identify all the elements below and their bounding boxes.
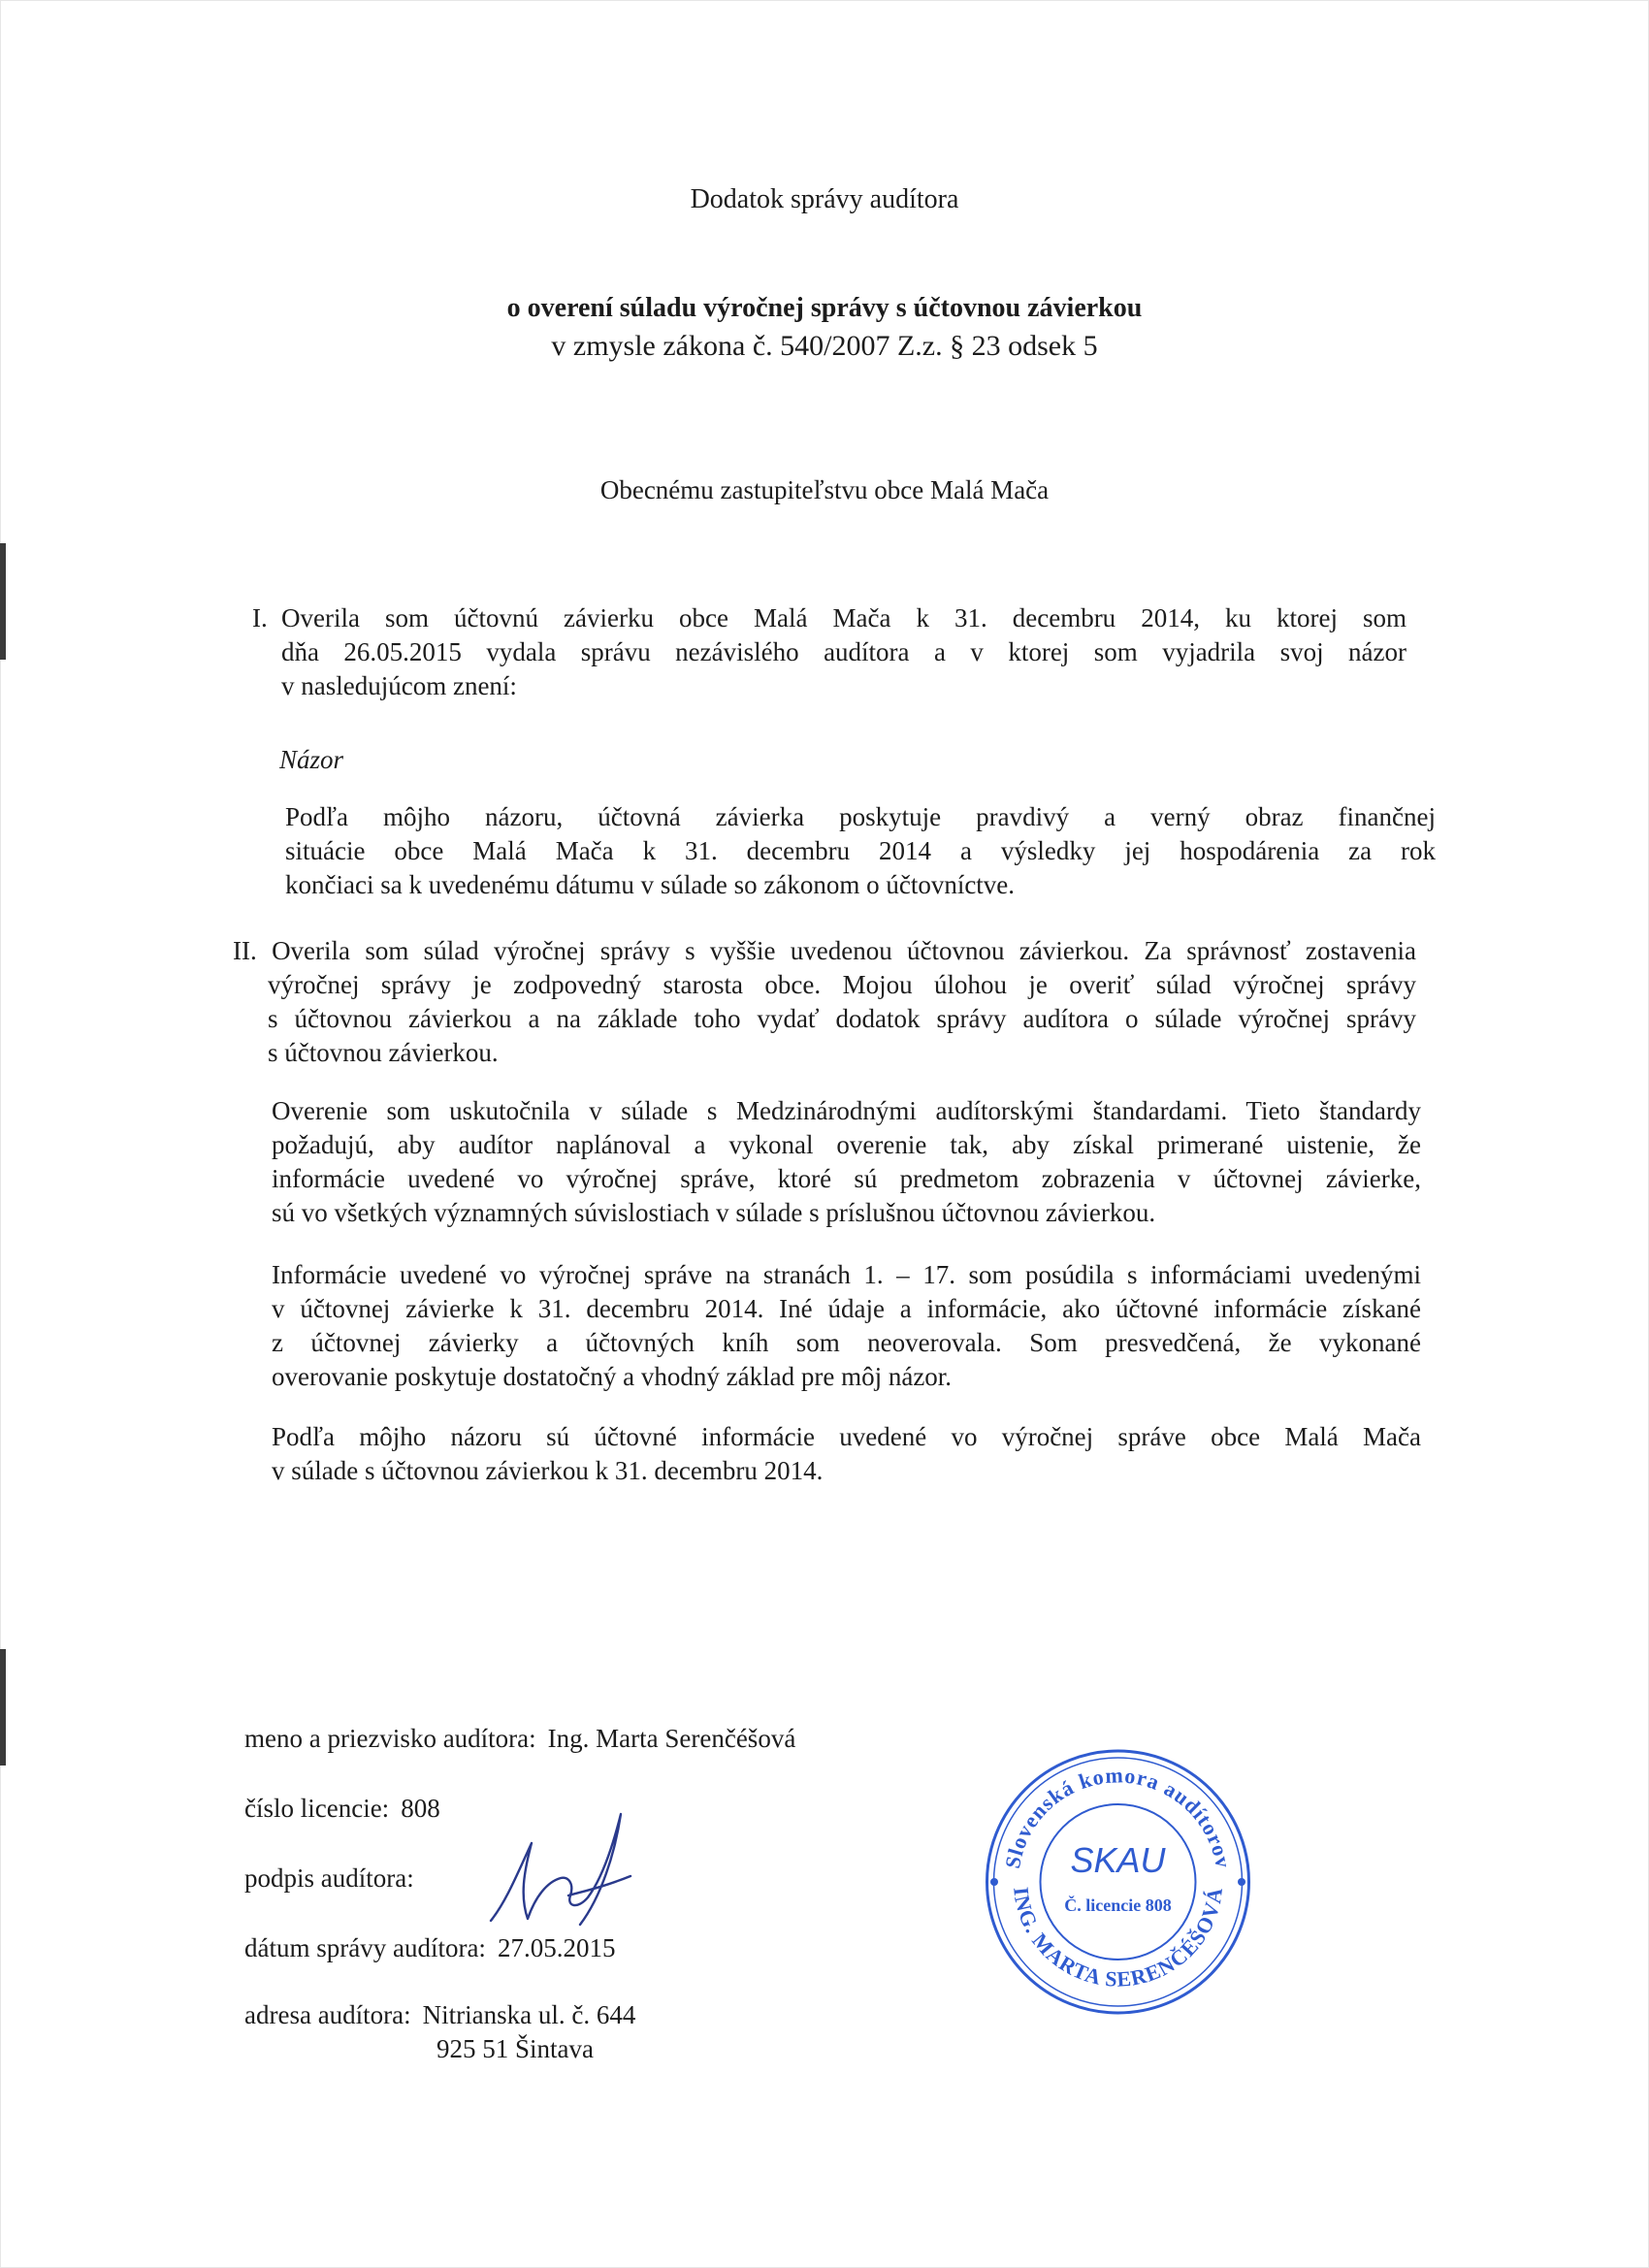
address-line-1: Nitrianska ul. č. 644	[422, 2000, 636, 2029]
stamp-bottom-text: ING. MARTA SERENČÉŠOVÁ	[1009, 1885, 1228, 1992]
signature-row	[244, 1863, 414, 1894]
paragraph-line: Overenie som uskutočnila v súlade s Medzinárodnými audítorskými štandardami. Tieto štandardy	[272, 1096, 1421, 1125]
stamp-license: Č. licencie 808	[1064, 1895, 1172, 1915]
license-label: číslo licencie:	[244, 1794, 390, 1823]
opinion-paragraph	[285, 800, 1436, 902]
paragraph-line: v účtovnej závierke k 31. decembru 2014. Iné údaje a informácie, ako účtovné informácie získané	[272, 1294, 1421, 1323]
section-2-line-text: Overila som súlad výročnej správy s vyššie uvedenou účtovnou závierkou. Za správnosť zostavenia	[272, 936, 1416, 965]
paragraph-line: v súlade s účtovnou závierkou k 31. decembru 2014.	[272, 1456, 824, 1485]
address-row	[244, 2000, 635, 2030]
auditor-name-row	[244, 1724, 795, 1754]
stamp-center-ring	[1041, 1804, 1196, 1960]
opinion-heading: Názor	[279, 745, 344, 774]
section-2-line: s účtovnou závierkou a na základe toho vydať dodatok správy audítora o súlade výročnej správy	[268, 1004, 1416, 1033]
paragraph-line: Informácie uvedené vo výročnej správe na stranách 1. – 17. som posúdila s informáciami uvedenými	[272, 1260, 1421, 1289]
opinion-line: situácie obce Malá Mača k 31. decembru 2014 a výsledky jej hospodárenia za rok	[285, 836, 1436, 865]
auditor-name-label: meno a priezvisko audítora:	[244, 1724, 536, 1753]
paragraph-line: požadujú, aby audítor naplánoval a vykonal overenie tak, aby získal primerané uistenie, že	[272, 1130, 1421, 1159]
license-row	[244, 1794, 440, 1824]
paragraph-standards	[272, 1094, 1421, 1230]
stamp-dot	[1238, 1878, 1245, 1886]
signature-label: podpis audítora:	[244, 1863, 414, 1893]
address-label: adresa audítora:	[244, 2000, 411, 2029]
paragraph-line: sú vo všetkých významných súvislostiach v súlade s príslušnou účtovnou závierkou.	[272, 1198, 1156, 1227]
law-reference: v zmysle zákona č. 540/2007 Z.z. § 23 odsek 5	[551, 330, 1098, 362]
document-title: Dodatok správy audítora	[690, 184, 959, 214]
section-1-number: I.	[252, 603, 268, 632]
section-1-line: v nasledujúcom znení:	[281, 671, 517, 700]
paragraph-conclusion	[272, 1420, 1421, 1488]
paragraph-line: overovanie poskytuje dostatočný a vhodný základ pre môj názor.	[272, 1362, 953, 1391]
stamp-top-text: Slovenská komora audítorov	[999, 1763, 1237, 1871]
opinion-line: Podľa môjho názoru, účtovná závierka poskytuje pravdivý a verný obraz finančnej	[285, 802, 1436, 831]
section-1-line: Overila som účtovnú závierku obce Malá Mača k 31. decembru 2014, ku ktorej som	[281, 603, 1406, 632]
auditor-name-value: Ing. Marta Serenčéšová	[547, 1724, 796, 1753]
section-2-line: výročnej správy je zodpovedný starosta obce. Mojou úlohou je overiť súlad výročnej správy	[268, 970, 1416, 999]
report-date-label: dátum správy audítora:	[244, 1933, 486, 1962]
addressee: Obecnému zastupiteľstvu obce Malá Mača	[599, 475, 1050, 504]
paragraph-line: informácie uvedené vo výročnej správe, ktoré sú predmetom zobrazenia v účtovnej závierke,	[272, 1164, 1421, 1193]
paragraph-line: z účtovnej závierky a účtovných kníh som neoverovala. Som presvedčená, že vykonané	[272, 1328, 1421, 1357]
auditor-stamp	[975, 1736, 1261, 2027]
license-value: 808	[401, 1794, 440, 1823]
opinion-line: končiaci sa k uvedenému dátumu v súlade so zákonom o účtovníctve.	[285, 870, 1016, 899]
paragraph-information	[272, 1258, 1421, 1394]
stamp-dot	[990, 1878, 998, 1886]
section-2-line	[233, 934, 1416, 968]
section-1-line: dňa 26.05.2015 vydala správu nezávislého audítora a v ktorej som vyjadrila svoj názor	[281, 637, 1406, 666]
scan-edge-mark	[0, 1649, 6, 1766]
section-2-line: s účtovnou závierkou.	[268, 1038, 499, 1067]
signature-image	[485, 1804, 660, 1930]
document-subtitle: o overení súladu výročnej správy s účtovnou závierkou	[506, 293, 1143, 323]
report-date-value: 27.05.2015	[497, 1933, 616, 1962]
section-2	[233, 934, 1416, 1070]
section-1	[252, 601, 1406, 703]
scan-edge-mark	[0, 543, 6, 660]
signature-stroke	[491, 1814, 630, 1925]
address-line-2: 925 51 Šintava	[436, 2034, 594, 2063]
stamp-logo: SKAU	[1070, 1840, 1166, 1880]
section-2-number: II.	[233, 936, 257, 965]
paragraph-line: Podľa môjho názoru sú účtovné informácie uvedené vo výročnej správe obce Malá Mača	[272, 1422, 1421, 1451]
report-date-row	[244, 1933, 615, 1963]
